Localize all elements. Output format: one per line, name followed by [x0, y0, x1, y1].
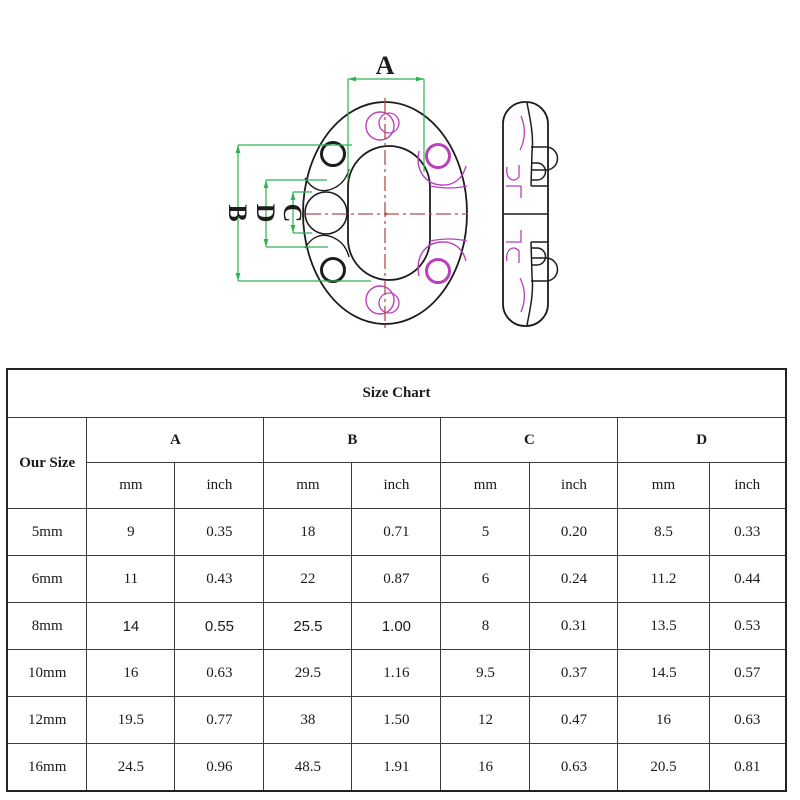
value-cell: 25.5: [264, 603, 352, 650]
pocket-line-top-right: [430, 186, 467, 188]
table-row: [7, 697, 786, 744]
value-cell: 16: [441, 744, 530, 792]
size-chart-table: [6, 368, 787, 792]
rivet-hole-bottom-left: [322, 259, 345, 282]
value-cell: 0.24: [530, 556, 618, 603]
value-cell: 14: [87, 603, 175, 650]
rivet-hole-top-right: [427, 145, 450, 168]
size-cell: 6mm: [7, 556, 87, 603]
rivet-hole-top-left: [322, 143, 345, 166]
pocket-line-bottom-right: [430, 239, 467, 241]
value-cell: 29.5: [264, 650, 352, 697]
size-cell: 5mm: [7, 509, 87, 556]
value-cell: 16: [87, 650, 175, 697]
value-cell: 0.63: [530, 744, 618, 792]
table-row: [7, 556, 786, 603]
value-cell: 0.81: [709, 744, 786, 792]
unit-label: inch: [352, 463, 441, 509]
value-cell: 1.91: [352, 744, 441, 792]
value-cell: 0.57: [709, 650, 786, 697]
value-cell: 0.37: [530, 650, 618, 697]
value-cell: 8.5: [618, 509, 709, 556]
value-cell: 0.63: [175, 650, 264, 697]
title-row: [7, 369, 786, 418]
value-cell: 38: [264, 697, 352, 744]
value-cell: 22: [264, 556, 352, 603]
unit-label: inch: [709, 463, 786, 509]
value-cell: 0.63: [709, 697, 786, 744]
unit-label: mm: [441, 463, 530, 509]
value-cell: 14.5: [618, 650, 709, 697]
link-inner-opening: [348, 146, 430, 280]
value-cell: 0.33: [709, 509, 786, 556]
unit-label: inch: [175, 463, 264, 509]
value-cell: 0.47: [530, 697, 618, 744]
dim-label-c: C: [278, 203, 307, 223]
value-cell: 12: [441, 697, 530, 744]
value-cell: 0.31: [530, 603, 618, 650]
dimension-a: [348, 77, 424, 180]
value-cell: 18: [264, 509, 352, 556]
dim-label-a: A: [375, 51, 395, 80]
size-cell: 8mm: [7, 603, 87, 650]
value-cell: 11: [87, 556, 175, 603]
side-split-line-upper: [527, 103, 533, 186]
size-cell: 16mm: [7, 744, 87, 792]
value-cell: 0.87: [352, 556, 441, 603]
value-cell: 9: [87, 509, 175, 556]
unit-label: mm: [618, 463, 709, 509]
column-group-d: D: [618, 418, 786, 463]
value-cell: 11.2: [618, 556, 709, 603]
value-cell: 0.55: [175, 603, 264, 650]
row-header-label: Our Size: [7, 418, 87, 509]
side-view: [503, 102, 558, 326]
size-cell: 10mm: [7, 650, 87, 697]
size-cell: 12mm: [7, 697, 87, 744]
column-group-a: A: [87, 418, 264, 463]
value-cell: 1.00: [352, 603, 441, 650]
table-row: [7, 744, 786, 792]
table-row: [7, 650, 786, 697]
side-split-line-lower: [527, 242, 533, 325]
rivet-hole-bottom-right: [427, 260, 450, 283]
column-group-c: C: [441, 418, 618, 463]
pin-lower-inner: [531, 248, 546, 265]
value-cell: 48.5: [264, 744, 352, 792]
size-chart-section: [6, 368, 787, 792]
value-cell: 8: [441, 603, 530, 650]
unit-label: mm: [87, 463, 175, 509]
value-cell: 0.71: [352, 509, 441, 556]
pocket-curve-bottom-left: [305, 235, 349, 257]
value-cell: 9.5: [441, 650, 530, 697]
pin-hole-left: [305, 192, 347, 234]
unit-header-row: [7, 463, 786, 509]
group-header-row: [7, 418, 786, 463]
column-group-b: B: [264, 418, 441, 463]
value-cell: 0.96: [175, 744, 264, 792]
value-cell: 0.35: [175, 509, 264, 556]
value-cell: 19.5: [87, 697, 175, 744]
value-cell: 24.5: [87, 744, 175, 792]
center-point: [385, 213, 388, 216]
dim-label-b: B: [223, 204, 252, 222]
value-cell: 16: [618, 697, 709, 744]
value-cell: 0.53: [709, 603, 786, 650]
table-row: [7, 509, 786, 556]
table-title: Size Chart: [7, 369, 786, 418]
front-view: [303, 98, 468, 328]
value-cell: 0.44: [709, 556, 786, 603]
connecting-link-drawing: [0, 0, 800, 365]
value-cell: 0.43: [175, 556, 264, 603]
value-cell: 0.20: [530, 509, 618, 556]
value-cell: 5: [441, 509, 530, 556]
table-row: [7, 603, 786, 650]
pin-upper-inner: [531, 163, 546, 180]
value-cell: 1.50: [352, 697, 441, 744]
value-cell: 0.77: [175, 697, 264, 744]
value-cell: 13.5: [618, 603, 709, 650]
value-cell: 1.16: [352, 650, 441, 697]
unit-label: mm: [264, 463, 352, 509]
unit-label: inch: [530, 463, 618, 509]
value-cell: 20.5: [618, 744, 709, 792]
dim-label-d: D: [251, 203, 280, 223]
value-cell: 6: [441, 556, 530, 603]
